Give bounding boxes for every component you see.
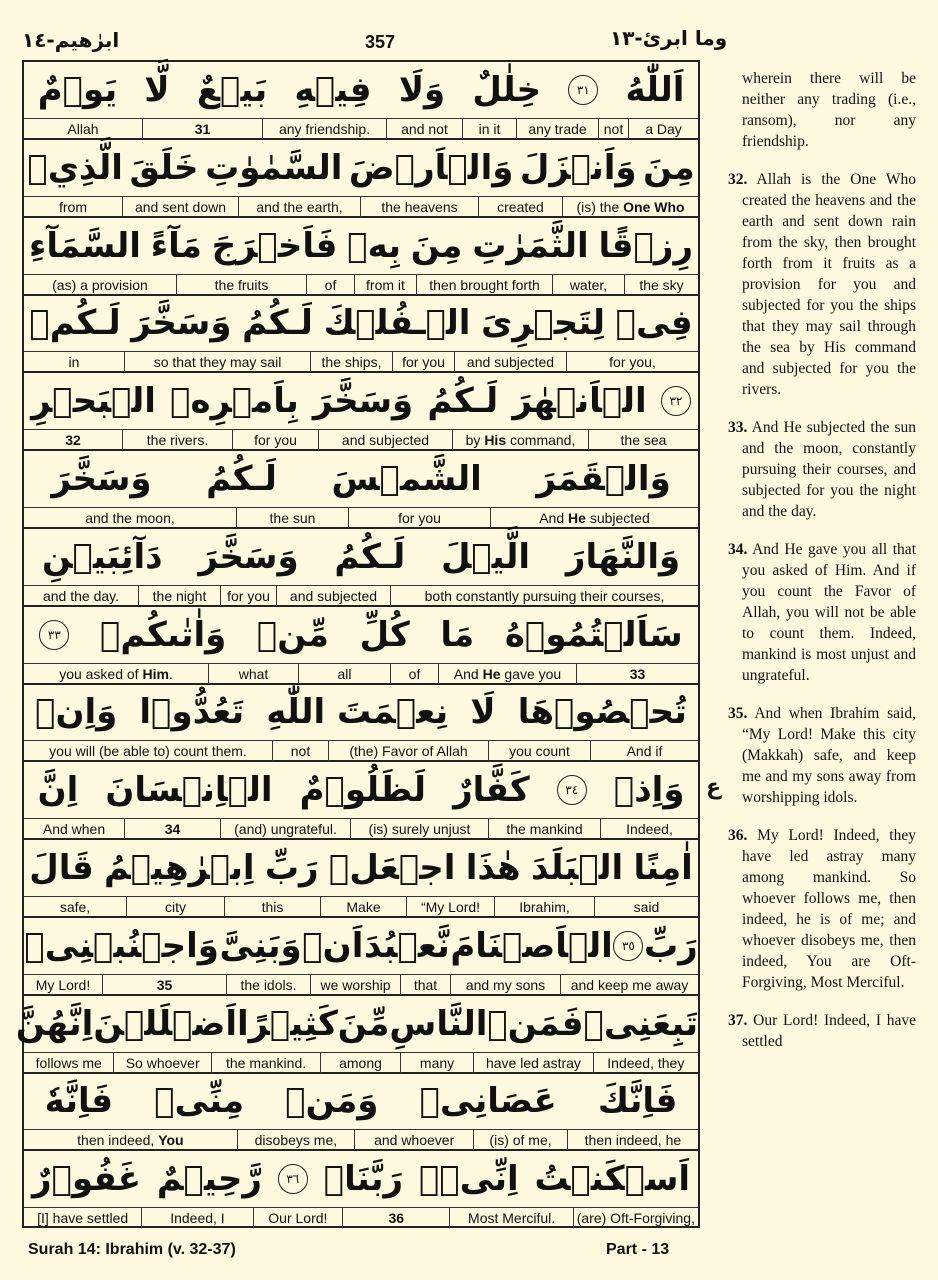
arabic-word: اِبۡرٰهِيۡمُ	[104, 848, 255, 888]
english-gloss-line	[24, 196, 698, 217]
commentary-verse-number: 34.	[728, 541, 748, 558]
gloss-cell: both constantly pursuing their courses,	[390, 586, 698, 606]
arabic-word: لَّا	[144, 70, 170, 110]
gloss-cell: by His command,	[452, 430, 588, 450]
arabic-line	[15, 996, 698, 1052]
commentary-paragraph	[728, 703, 916, 808]
gloss-cell: (as) a provision	[52, 276, 148, 293]
arabic-word: اَنۡ	[302, 925, 364, 966]
arabic-word: اجۡعَلۡ	[328, 848, 456, 888]
gloss-cell: “My Lord!	[406, 897, 494, 917]
english-gloss-line	[24, 663, 698, 684]
gloss-cell: and subjected	[318, 430, 452, 450]
gloss-cell: for you	[220, 586, 276, 606]
gloss-cell: the rivers.	[122, 430, 232, 450]
commentary-text: Our Lord! Indeed, I have settled	[742, 1012, 916, 1050]
gloss-cell: all	[298, 664, 390, 684]
commentary-paragraph	[728, 539, 916, 686]
verse-row	[24, 373, 698, 451]
arabic-word: مِّنۡ	[256, 614, 329, 655]
gloss-cell: And He subjected	[490, 508, 698, 528]
arabic-line	[24, 840, 698, 896]
arabic-word: خَلَقَ	[129, 147, 199, 188]
gloss-cell: of	[306, 275, 354, 295]
gloss-cell: not	[598, 119, 628, 139]
verse-row	[24, 1073, 698, 1151]
arabic-word: الۡـفُلۡكَ	[323, 303, 471, 344]
gloss-cell: Ibrahim,	[494, 897, 594, 917]
gloss-cell: and not	[386, 119, 462, 139]
arabic-word: وَاجۡنُبۡنِىۡ	[24, 925, 219, 966]
english-gloss-line	[24, 1052, 698, 1073]
gloss-cell: And He gave you	[438, 664, 576, 684]
arabic-word: اٰمِنًا	[633, 848, 693, 888]
arabic-word: مِنِّىۡ	[154, 1081, 245, 1122]
arabic-line	[24, 218, 698, 274]
arabic-word: فَاَخۡرَجَ	[211, 225, 338, 266]
arabic-word: فِىۡ	[615, 303, 693, 344]
arabic-word: فِيۡهِ	[294, 70, 372, 110]
arabic-word: الَّذِيۡ	[27, 147, 123, 188]
commentary-verse-number: 35.	[728, 705, 748, 722]
commentary-verse-number: 32.	[728, 171, 748, 188]
gloss-cell: Indeed,	[600, 819, 698, 839]
arabic-word: الَّيۡلَ	[441, 536, 531, 577]
arabic-word: اِنَّهُنَّ	[15, 1003, 94, 1044]
arabic-word: السَّمٰوٰتِ	[205, 147, 343, 188]
arabic-word: مَا	[440, 614, 475, 655]
gloss-cell: the mankind	[488, 819, 600, 839]
arabic-word: مِّنَ	[337, 1003, 390, 1044]
gloss-cell: Our Lord!	[253, 1208, 342, 1228]
arabic-word: بَيۡعٌ	[196, 70, 268, 110]
commentary-paragraph	[728, 169, 916, 400]
arabic-word: كُلِّ	[359, 614, 410, 655]
verse-commentary	[728, 68, 916, 1069]
gloss-cell: for you	[392, 352, 454, 372]
arabic-word: وَسَخَّرَ	[312, 381, 414, 422]
arabic-word: رَّحِيۡمٌ	[156, 1159, 262, 1200]
commentary-text: Allah is the One Who created the heavens and the earth and sent down rain from the sky, then brought forth from it fruits as a provision for you and subjected for you the ships that they may sail through the sea by His command and subjected for you the rivers.	[742, 171, 916, 398]
gloss-cell: among	[320, 1053, 400, 1073]
arabic-word: رَبِّ	[643, 925, 698, 966]
arabic-word: وَاِذۡ	[613, 770, 685, 811]
gloss-cell: the fruits	[176, 275, 306, 295]
gloss-cell: and my sons	[450, 975, 560, 995]
arabic-word: فَمَنۡ	[487, 1003, 584, 1044]
gloss-cell: (are) Oft-Forgiving,	[573, 1208, 698, 1228]
english-gloss-line	[24, 118, 698, 139]
gloss-cell: then indeed, You	[77, 1132, 184, 1149]
gloss-cell: and sent down	[122, 197, 238, 217]
arabic-word: لَـكُمۡ	[29, 303, 121, 344]
gloss-cell: we worship	[310, 975, 400, 995]
commentary-text: wherein there will be neither any trading (i.e., ransom), nor any friendship.	[742, 70, 916, 150]
arabic-line	[24, 451, 698, 507]
gloss-cell: the sky	[624, 275, 698, 295]
arabic-word: اَسۡكَنۡتُ	[534, 1159, 691, 1200]
arabic-word: اِنِّىۡۤ	[418, 1159, 519, 1200]
arabic-word: دَآئِبَيۡنِ	[41, 536, 163, 577]
verse-number-marker: ٣٦	[278, 1164, 308, 1194]
verse-number-cell: 32	[65, 432, 81, 449]
gloss-cell: the heavens	[360, 197, 478, 217]
gloss-cell: the idols.	[226, 975, 310, 995]
arabic-word: مَآءً	[150, 225, 202, 266]
gloss-cell: from it	[354, 275, 416, 295]
arabic-word: هٰذَا	[465, 848, 521, 888]
verse-row	[24, 840, 698, 918]
arabic-word: كَفَّارٌ	[453, 770, 530, 811]
arabic-word: لَـكُمُ	[334, 536, 406, 577]
commentary-paragraph	[728, 825, 916, 993]
verse-number-cell: 34	[124, 819, 220, 839]
gloss-cell: for you	[232, 430, 318, 450]
gloss-cell: that	[400, 975, 450, 995]
gloss-cell: a Day	[628, 119, 698, 139]
gloss-cell: water,	[552, 275, 624, 295]
arabic-word: تَبِعَنِىۡ	[583, 1003, 698, 1044]
footer-surah-range: Surah 14: Ibrahim (v. 32-37)	[28, 1241, 236, 1258]
arabic-word: وَمَنۡ	[285, 1081, 379, 1122]
gloss-cell: the night	[138, 586, 220, 606]
arabic-word: الۡاَنۡهٰرَ	[512, 381, 647, 422]
gloss-cell: Allah	[67, 121, 99, 137]
arabic-word: النَّاسِ	[389, 1003, 488, 1044]
gloss-cell: and whoever	[354, 1130, 473, 1150]
gloss-cell: safe,	[59, 899, 91, 915]
verse-number-cell: 35	[102, 975, 226, 995]
verse-row	[24, 918, 698, 996]
english-gloss-line	[24, 585, 698, 606]
verse-row	[24, 1151, 698, 1229]
verse-number-cell: 33	[576, 664, 698, 684]
gloss-cell: Indeed, they	[593, 1053, 698, 1073]
header-juz-name: وما ابرئ-١٣	[610, 26, 728, 50]
english-gloss-line	[24, 974, 698, 995]
gloss-cell: and keep me away	[560, 975, 698, 995]
arabic-word: مِنَ	[643, 147, 695, 188]
english-gloss-line	[24, 1207, 698, 1228]
gloss-cell: and the day.	[42, 587, 120, 604]
footer-part: Part - 13	[606, 1241, 670, 1258]
arabic-word: وَسَخَّرَ	[198, 536, 299, 577]
gloss-cell: from	[59, 198, 87, 215]
verse-number-marker: ٣٤	[557, 775, 587, 805]
gloss-cell: so that they may sail	[124, 352, 310, 372]
gloss-cell: not	[272, 741, 328, 761]
gloss-cell: for you	[348, 508, 490, 528]
arabic-line	[24, 140, 698, 196]
arabic-word: الۡبَلَدَ	[530, 848, 624, 888]
gloss-cell: of	[390, 664, 438, 684]
gloss-cell: the sun	[236, 508, 348, 528]
verse-number-marker: ٣٣	[39, 620, 69, 650]
arabic-word: اَللّٰهُ	[625, 70, 685, 110]
arabic-word: سَاَلۡتُمُوۡهُ	[504, 614, 683, 655]
arabic-word: وَاَنۡزَلَ	[519, 147, 637, 188]
commentary-paragraph	[728, 1010, 916, 1052]
gloss-cell: the ships,	[310, 352, 392, 372]
english-gloss-line	[24, 896, 698, 917]
arabic-line	[24, 1073, 698, 1129]
gloss-cell: disobeys me,	[237, 1130, 354, 1150]
verse-row	[24, 140, 698, 218]
ruku-mark-icon: ع	[706, 775, 722, 800]
verse-row	[24, 295, 698, 373]
gloss-cell: in	[68, 354, 80, 371]
gloss-cell: and subjected	[454, 352, 566, 372]
gloss-cell: said	[594, 897, 698, 917]
gloss-cell: (is) the One Who	[562, 197, 698, 217]
arabic-line	[24, 62, 698, 118]
gloss-cell: follows me	[35, 1054, 102, 1071]
english-gloss-line	[24, 818, 698, 839]
gloss-cell: (the) Favor of Allah	[328, 741, 488, 761]
arabic-word: السَّمَآءِ	[28, 225, 141, 266]
arabic-word: وَسَخَّرَ	[51, 459, 152, 499]
verse-row	[24, 607, 698, 685]
gloss-cell: and the moon,	[85, 510, 175, 526]
gloss-cell: [I] have settled	[37, 1210, 129, 1227]
arabic-word: رِزۡقًا	[598, 225, 694, 266]
gloss-cell: and the earth,	[238, 197, 360, 217]
gloss-cell: My Lord!	[35, 976, 91, 993]
gloss-cell: then indeed, he	[567, 1130, 698, 1150]
gloss-cell: Most Merciful.	[449, 1208, 572, 1228]
arabic-word: رَبَّنَاۤ	[323, 1159, 404, 1200]
english-gloss-line	[24, 740, 698, 761]
arabic-word: لَظَلُوۡمٌ	[299, 770, 426, 811]
verse-number-marker: ٣٥	[613, 931, 643, 961]
arabic-word: نِعۡمَتَ اللّٰهِ	[266, 692, 449, 733]
arabic-word: قَالَ	[29, 848, 94, 888]
arabic-word: لَـكُمُ	[206, 459, 277, 499]
header-surah-name: ابرٰهيم-١٤	[22, 28, 120, 52]
arabic-line	[24, 918, 698, 974]
gloss-cell: any trade	[516, 119, 598, 139]
arabic-word: الۡاِنۡسَانَ	[105, 770, 273, 811]
gloss-cell: the sea	[588, 430, 698, 450]
commentary-verse-number: 37.	[728, 1012, 748, 1029]
commentary-text: And when Ibrahim said, “My Lord! Make this city (Makkah) safe, and keep me and my sons away from worshipping idols.	[742, 705, 916, 806]
verse-row	[24, 529, 698, 607]
arabic-word: وَالۡاَرۡضَ	[348, 147, 514, 188]
arabic-word: يَوۡمٌ	[37, 70, 118, 110]
verse-row	[24, 62, 698, 140]
arabic-line	[24, 529, 698, 585]
arabic-word: وَاٰتٰٮكُمۡ	[99, 614, 227, 655]
arabic-word: تُحۡصُوۡهَا	[517, 692, 687, 733]
english-gloss-line	[24, 351, 698, 372]
english-gloss-line	[24, 1129, 698, 1150]
verse-row	[24, 762, 698, 840]
commentary-text: And He gave you all that you asked of Him. And if you count the Favor of Allah, you will not be able to count them. Indeed, mankind is most unjust and ungrateful.	[742, 541, 916, 684]
arabic-line	[24, 762, 698, 818]
gloss-cell: So whoever	[113, 1053, 210, 1073]
gloss-cell: you will (be able to) count them.	[49, 743, 247, 760]
gloss-cell: any friendship.	[262, 119, 386, 139]
arabic-line	[24, 295, 698, 351]
arabic-line	[24, 684, 698, 740]
gloss-cell: And if	[590, 741, 698, 761]
arabic-word: لَا	[470, 692, 496, 733]
arabic-word: خِلٰلٌ	[472, 70, 542, 110]
arabic-word: عَصَانِىۡ	[419, 1081, 557, 1122]
arabic-word: الۡاَصۡنَامَ	[450, 925, 613, 966]
gloss-cell: city	[126, 897, 224, 917]
english-gloss-line	[24, 429, 698, 450]
arabic-word: وَسَخَّرَ	[131, 303, 232, 344]
page-number: 357	[364, 32, 396, 52]
arabic-word: بِاَمۡرِهٖ	[170, 381, 299, 422]
arabic-word: كَثِيۡرًا	[237, 1003, 338, 1044]
commentary-text: My Lord! Indeed, they have led astray many among mankind. So whoever follows me, then indeed, he is of me; and whoever disobeys me, then indeed, You are Oft-Forgiving, Most Merciful.	[742, 827, 916, 991]
verse-number-cell: 31	[142, 119, 262, 139]
verse-row	[15, 996, 698, 1074]
gloss-cell: Indeed, I	[141, 1208, 252, 1228]
arabic-word: لَـكُمُ	[427, 381, 499, 422]
arabic-line	[24, 607, 698, 663]
arabic-word: رَبِّ	[264, 848, 319, 888]
arabic-word: بِهٖ	[347, 225, 401, 266]
arabic-word: فَاِنَّهٗ	[44, 1081, 114, 1122]
arabic-word: اِنَّ	[37, 770, 79, 811]
arabic-word: لَـكُمُ	[242, 303, 313, 344]
gloss-cell: you asked of Him.	[59, 665, 173, 682]
gloss-cell: and subjected	[276, 586, 390, 606]
verse-row	[24, 218, 698, 296]
commentary-verse-number: 36.	[728, 827, 748, 844]
translation-grid	[15, 60, 700, 1228]
arabic-word: وَالۡقَمَرَ	[536, 459, 671, 499]
commentary-verse-number: 33.	[728, 419, 748, 436]
verse-number-cell: 36	[342, 1208, 449, 1228]
gloss-cell: this	[224, 897, 320, 917]
gloss-cell: the mankind.	[211, 1053, 320, 1073]
arabic-line	[24, 1151, 698, 1207]
gloss-cell: And when	[42, 821, 106, 838]
gloss-cell: what	[208, 664, 298, 684]
arabic-word: لِتَجۡرِىَ	[481, 303, 605, 344]
arabic-word: مِنَ	[410, 225, 463, 266]
gloss-cell: you count	[488, 741, 590, 761]
verse-row	[24, 451, 698, 529]
gloss-cell: for you,	[566, 352, 698, 372]
gloss-cell: Make	[320, 897, 406, 917]
arabic-word: الثَّمَرٰتِ	[472, 225, 589, 266]
arabic-word: الۡبَحۡرِ	[31, 381, 156, 422]
gloss-cell: (is) surely unjust	[350, 819, 488, 839]
gloss-cell: then brought forth	[416, 275, 552, 295]
english-gloss-line	[24, 274, 698, 295]
arabic-word: نَّعۡبُدَ	[363, 925, 450, 966]
arabic-word: وَالنَّهَارَ	[565, 536, 681, 577]
arabic-word: فَاِنَّكَ	[597, 1081, 678, 1122]
gloss-cell: (is) of me,	[473, 1130, 566, 1150]
arabic-word: اَضۡلَلۡنَ	[93, 1003, 238, 1044]
arabic-line	[24, 373, 698, 429]
commentary-text: And He subjected the sun and the moon, constantly pursuing their courses, and subjected for you the night and the day.	[742, 419, 916, 520]
gloss-cell: many	[400, 1053, 474, 1073]
arabic-word: تَعُدُّوۡا	[139, 692, 245, 733]
arabic-word: الشَّمۡسَ	[331, 459, 482, 499]
english-gloss-line	[24, 507, 698, 528]
arabic-word: وَبَنِىَّ	[219, 925, 302, 966]
verse-number-marker: ٣١	[568, 75, 598, 105]
commentary-paragraph	[728, 68, 916, 152]
gloss-cell: have led astray	[473, 1053, 592, 1073]
gloss-cell: in it	[462, 119, 516, 139]
gloss-cell: (and) ungrateful.	[220, 819, 350, 839]
verse-number-marker: ٣٢	[661, 386, 691, 416]
gloss-cell: created	[478, 197, 562, 217]
verse-row	[24, 684, 698, 762]
commentary-paragraph	[728, 417, 916, 522]
arabic-word: وَلَا	[398, 70, 446, 110]
arabic-word: وَاِنۡ	[35, 692, 118, 733]
arabic-word: غَفُوۡرٌ	[32, 1159, 141, 1200]
